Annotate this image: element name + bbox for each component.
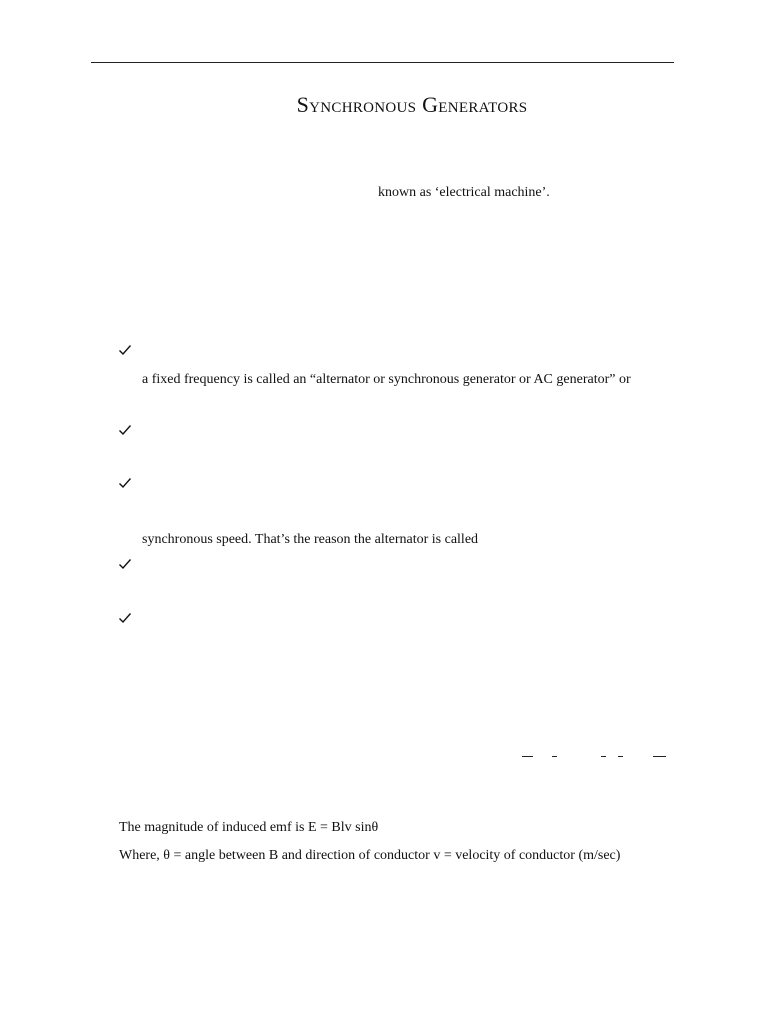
formula-fraction-bar bbox=[601, 756, 606, 757]
checkmark-icon bbox=[118, 611, 132, 625]
page-title: Synchronous Generators bbox=[296, 92, 528, 117]
formula-fraction-bar bbox=[552, 756, 557, 757]
bullet-line: a fixed frequency is called an “alternator or synchronous generator or AC generator” or bbox=[142, 372, 631, 387]
checkmark-icon bbox=[118, 557, 132, 571]
checkmark-icon bbox=[118, 343, 132, 357]
bullet-line: synchronous speed. That’s the reason the alternator is called bbox=[142, 532, 479, 547]
checkmark-icon bbox=[118, 476, 132, 490]
variable-definitions-line: Where, θ = angle between B and direction of conductor v = velocity of conductor (m/sec) bbox=[119, 848, 621, 863]
formula-fraction-bar bbox=[522, 756, 533, 757]
emf-formula-line: The magnitude of induced emf is E = Blv sinθ bbox=[119, 820, 379, 835]
checkmark-icon bbox=[118, 423, 132, 437]
formula-fraction-bar bbox=[618, 756, 623, 757]
formula-fraction-bar bbox=[653, 756, 666, 757]
header-rule bbox=[91, 62, 674, 63]
intro-fragment: known as ‘electrical machine’. bbox=[378, 185, 550, 200]
